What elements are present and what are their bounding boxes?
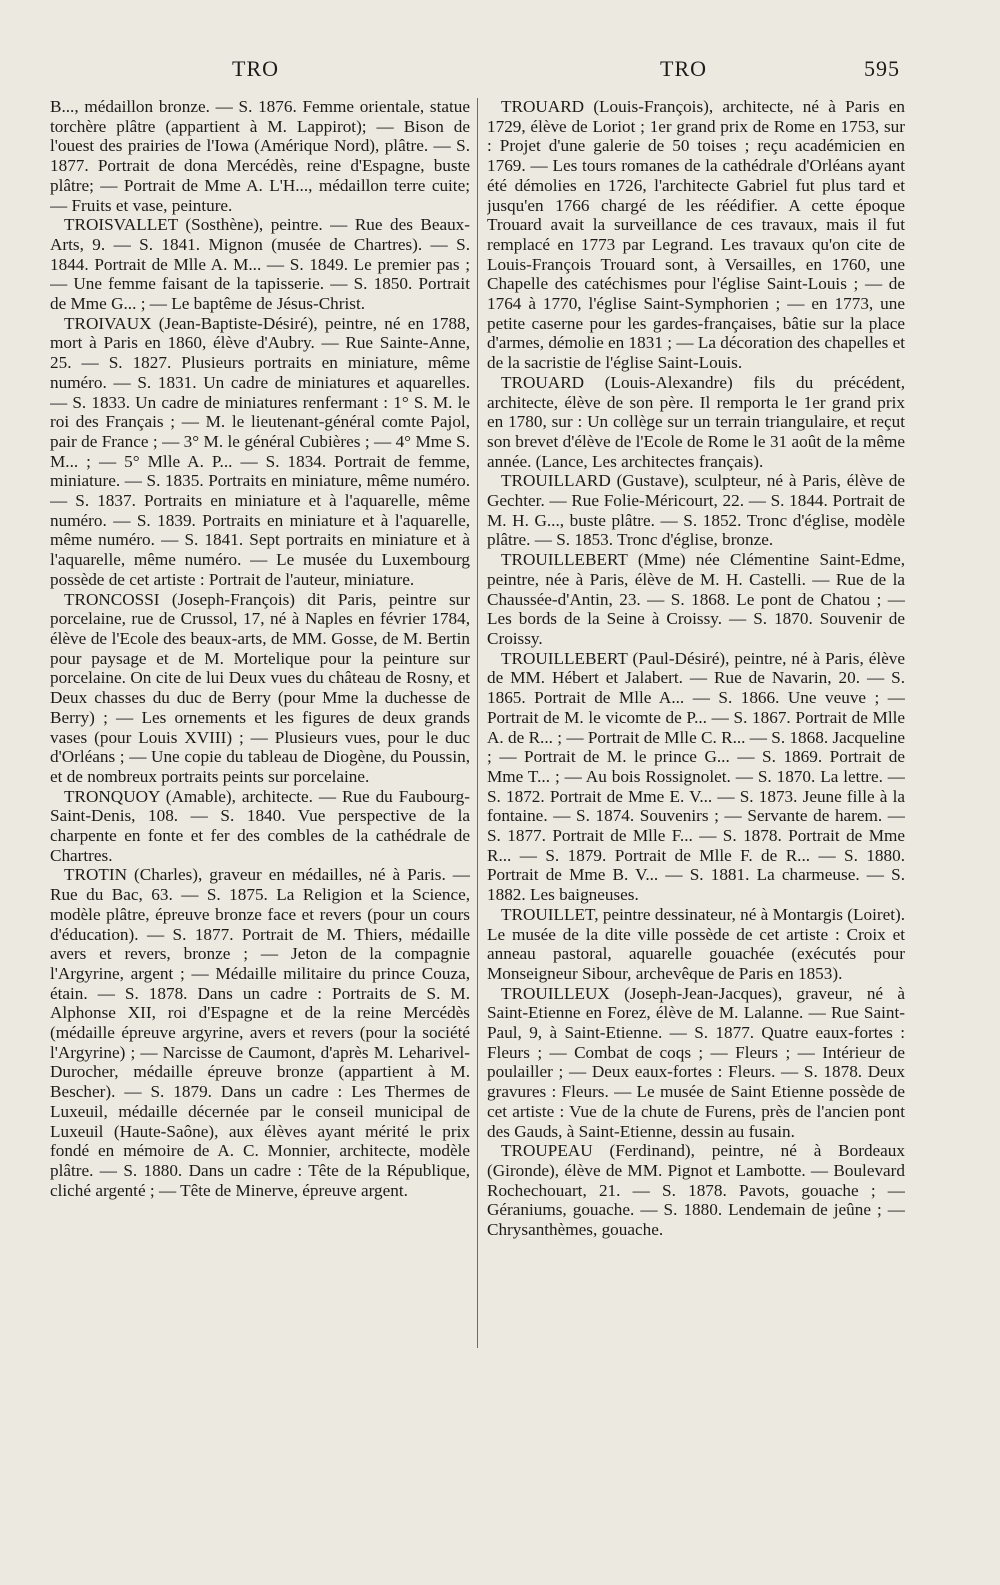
entry-trouillebert-mme: TROUILLEBERT (Mme) née Clémentine Saint-Edme, peintre, née à Paris, élève de M. H. Castelli. — Rue de la Chaussée-d'Antin, 23. — S. 1868. Le pont de Chatou ; — Les bords de la Seine à Croissy. — S. 1870. Souvenir de Croissy. xyxy=(487,550,905,648)
entry-troncossi: TRONCOSSI (Joseph-François) dit Paris, peintre sur porcelaine, rue de Crussol, 17, né à Naples en février 1784, élève de l'Ecole des beaux-arts, de MM. Gosse, de M. Bertin pour paysage et de M. Mortelique pour la peinture sur porcelaine. On cite de lui Deux vues du château de Rosny, et Deux chasses du duc de Berry (pour Mme la duchesse de Berry) ; — Les ornements et les figures de deux grands vases (pour Louis XVIII) ; — Plusieurs vues, pour le duc d'Orléans ; — Une copie du tableau de Diogène, du Poussin, et de nombreux portraits peints sur porcelaine. xyxy=(50,589,470,786)
entry-trotin: TROTIN (Charles), graveur en médailles, né à Paris. — Rue du Bac, 63. — S. 1875. La Religion et la Science, modèle plâtre, épreuve bronze face et revers (pour un cours d'éducation). — S. 1877. Portrait de M. Thiers, médaille avers et revers, bronze ; — Jeton de la compagnie l'Argyrine, argent ; — Médaille militaire du prince Couza, étain. — S. 1878. Dans un cadre : Portraits de S. M. Alphonse XII, roi d'Espagne et de la reine Mercédès (médaille épreuve argyrine, avers et revers (pour la société l'Argyrine) ; — Narcisse de Caumont, d'après M. Leharivel-Durocher, médaille épreuve bronze (appartient à M. Bescher). — S. 1879. Dans un cadre : Les Thermes de Luxeuil, médaille décernée par le conseil municipal de Luxeuil (Haute-Saône), aux élèves ayant mérité le prix fondé en mémoire de A. C. Monnier, architecte, modèle plâtre. — S. 1880. Dans un cadre : Tête de la République, cliché argenté ; — Tête de Minerve, épreuve argent. xyxy=(50,865,470,1200)
page-number: 595 xyxy=(864,56,900,81)
entry-trouillebert-paul: TROUILLEBERT (Paul-Désiré), peintre, né à Paris, élève de MM. Hébert et Jalabert. — Rue de Navarin, 20. — S. 1865. Portrait de Mlle A... — S. 1866. Une veuve ; — Portrait de M. le vicomte de P... — S. 1867. Portrait de Mlle A. de R... ; — Portrait de Mlle C. R... — S. 1868. Jacqueline ; — Portrait de M. le prince G... — S. 1869. Portrait de Mme T... ; — Au bois Rossignolet. — S. 1870. La lettre. — S. 1872. Portrait de Mme E. V... — S. 1873. Jeune fille à la fontaine. — S. 1874. Souvenirs ; — Servante de harem. — S. 1877. Portrait de Mlle F... — S. 1878. Portrait de Mme R... — S. 1879. Portrait de Mlle F. de R... — S. 1880. Portrait de Mme B. V... — S. 1881. La charmeuse. — S. 1882. Les baigneuses. xyxy=(487,648,905,905)
running-head-left: TRO xyxy=(232,56,279,81)
column-divider xyxy=(477,98,478,1348)
entry-troupeau: TROUPEAU (Ferdinand), peintre, né à Bordeaux (Gironde), élève de MM. Pignot et Lambotte. — Boulevard Rochechouart, 21. — S. 1878. Pavots, gouache ; — Géraniums, gouache. — S. 1880. Lendemain de jeûne ; — Chrysanthèmes, gouache. xyxy=(487,1141,905,1240)
left-column xyxy=(50,97,470,1567)
running-head-right: TRO xyxy=(660,56,707,81)
entry-trouard-louis-francois: TROUARD (Louis-François), architecte, né à Paris en 1729, élève de Loriot ; 1er grand prix de Rome en 1753, sur : Projet d'une galerie de 50 toises ; reçu académicien en 1769. — Les tours romanes de la cathédrale d'Orléans ayant été démolies en 1726, l'architecte Gabriel fut plus tard et jusqu'en 1766 chargé de les réédifier. A cette époque Trouard avait la surveillance de ces travaux, mais il fut remplacé en 1773 par Legrand. Les travaux qu'on cite de Louis-François Trouard sont, à Versailles, en 1760, une Chapelle des catéchismes pour l'église Saint-Louis ; — de 1764 à 1770, l'église Saint-Symphorien ; — en 1773, une petite caserne pour les gardes-françaises, bâtie sur la place d'armes, démolie en 1831 ; — La décoration des chapelles et de la sacristie de l'église Saint-Louis. xyxy=(487,97,905,373)
right-column xyxy=(487,97,905,1567)
entry-troisvallet: TROISVALLET (Sosthène), peintre. — Rue des Beaux-Arts, 9. — S. 1841. Mignon (musée de Chartres). — S. 1844. Portrait de Mlle A. M... — S. 1849. Le premier pas ; — Une femme faisant de la tapisserie. — S. 1850. Portrait de Mme G... ; — Le baptême de Jésus-Christ. xyxy=(50,215,470,314)
entry-tronquoy: TRONQUOY (Amable), architecte. — Rue du Faubourg-Saint-Denis, 108. — S. 1840. Vue perspective de la charpente en fonte et fer des combles de la cathédrale de Chartres. xyxy=(50,786,470,865)
entry-continuation: B..., médaillon bronze. — S. 1876. Femme orientale, statue torchère plâtre (appartient à M. Lappirot); — Bison de l'ouest des prairies de l'Iowa (Amérique Nord), plâtre. — S. 1877. Portrait de dona Mercédès, reine d'Espagne, buste plâtre; — Portrait de Mme A. L'H..., médaillon terre cuite; — Fruits et vase, peinture. xyxy=(50,97,470,215)
entry-trouillard: TROUILLARD (Gustave), sculpteur, né à Paris, élève de Gechter. — Rue Folie-Méricourt, 22. — S. 1844. Portrait de M. H. G..., buste plâtre. — S. 1852. Tronc d'église, modèle plâtre. — S. 1853. Tronc d'église, bronze. xyxy=(487,471,905,550)
entry-trouilleux: TROUILLEUX (Joseph-Jean-Jacques), graveur, né à Saint-Etienne en Forez, élève de M. Lalanne. — Rue Saint-Paul, 9, à Saint-Etienne. — S. 1877. Quatre eaux-fortes : Fleurs ; — Combat de coqs ; — Fleurs ; — Intérieur de poulailler ; — Deux eaux-fortes : Fleurs. — S. 1878. Deux gravures : Fleurs. — Le musée de Saint Etienne possède de cet artiste : Vue de la chute de Furens, près de l'ancien pont des Gauds, à Saint-Etienne, dessin au fusain. xyxy=(487,983,905,1141)
entry-trouard-louis-alexandre: TROUARD (Louis-Alexandre) fils du précédent, architecte, élève de son père. Il remporta le 1er grand prix en 1780, sur : Un collège sur un terrain triangulaire, et reçut son brevet d'élève de l'Ecole de Rome le 31 août de la même année. (Lance, Les architectes français). xyxy=(487,372,905,471)
entry-troivaux: TROIVAUX (Jean-Baptiste-Désiré), peintre, né en 1788, mort à Paris en 1860, élève d'Aubry. — Rue Sainte-Anne, 25. — S. 1827. Plusieurs portraits en miniature, même numéro. — S. 1831. Un cadre de miniatures et aquarelles. — S. 1833. Un cadre de miniatures renfermant : 1° S. M. le roi des Français ; — M. le lieutenant-général comte Pajol, pair de France ; — 3° M. le général Cubières ; — 4° Mme S. M... ; — 5° Mlle A. P... — S. 1834. Portrait de femme, miniature. — S. 1835. Portraits en miniature, même numéro. — S. 1837. Portraits en miniature et à l'aquarelle, même numéro. — S. 1839. Portraits en miniature et à l'aquarelle, même numéro. — S. 1841. Sept portraits en miniature et à l'aquarelle, même numéro. — Le musée du Luxembourg possède de cet artiste : Portrait de l'auteur, miniature. xyxy=(50,313,470,589)
entry-trouillet: TROUILLET, peintre dessinateur, né à Montargis (Loiret). Le musée de la dite ville possède de cet artiste : Croix et anneau pastoral, aquarelle gouachée (exécutés pour Monseigneur Sibour, archevêque de Paris en 1853). xyxy=(487,904,905,983)
